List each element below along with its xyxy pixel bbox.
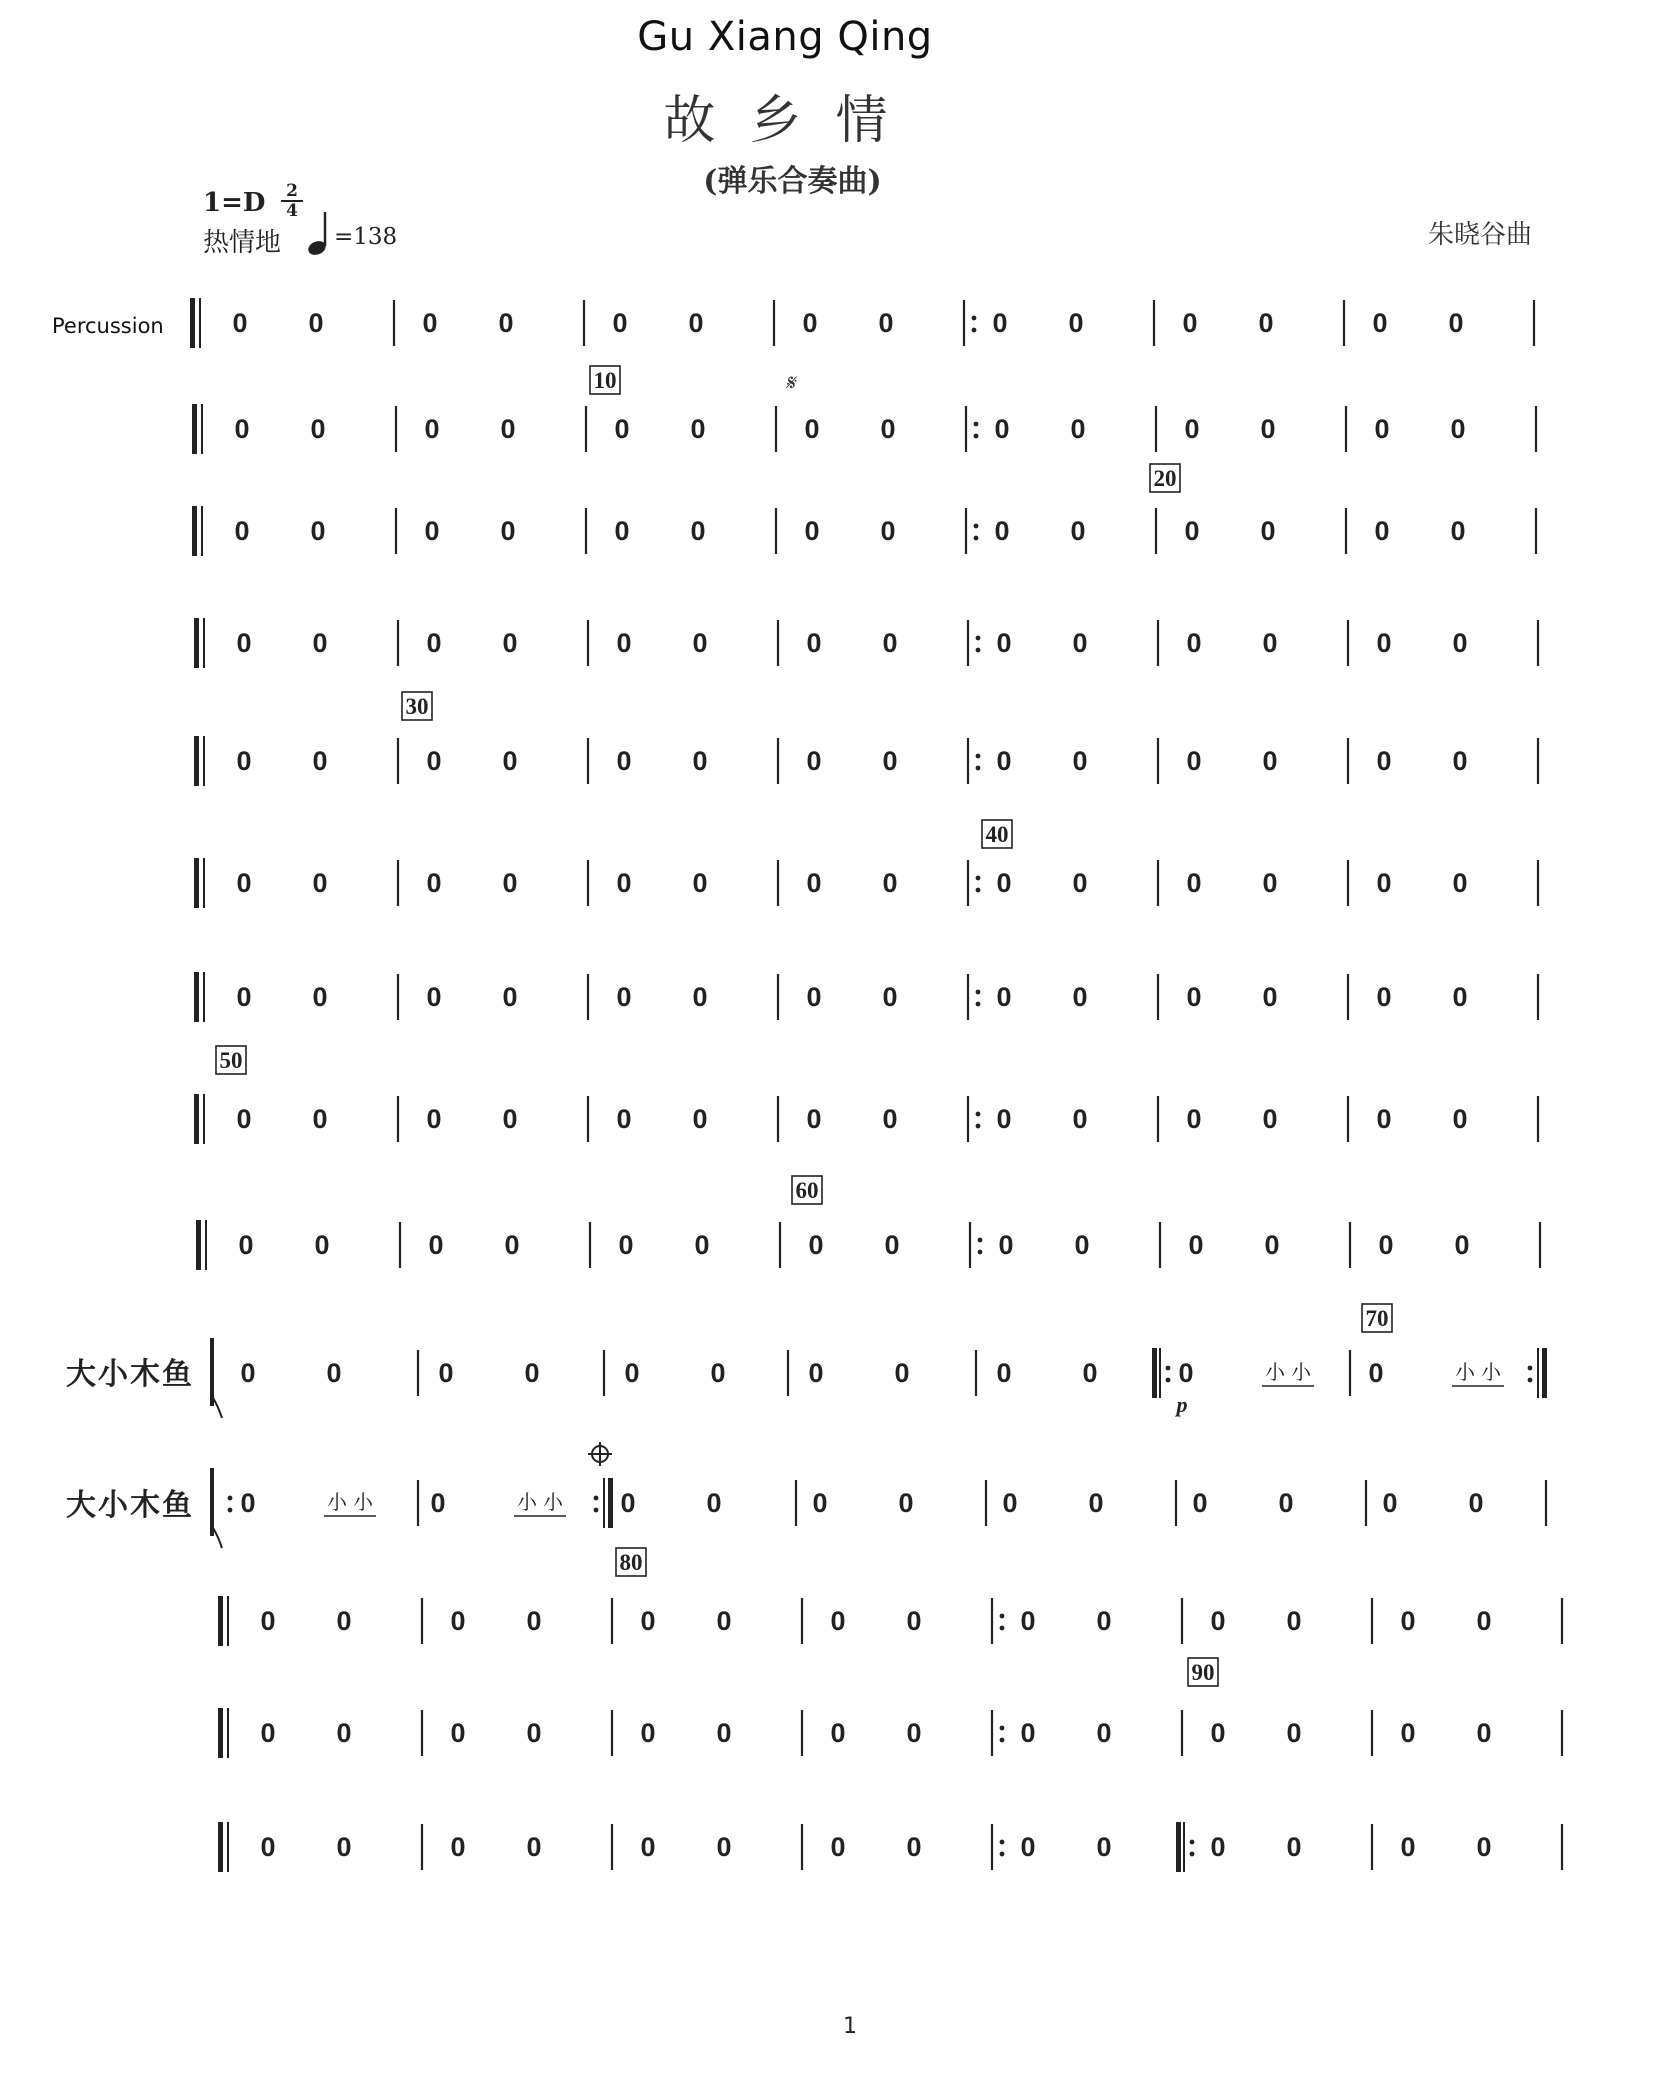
rest-zero: 0	[240, 1488, 256, 1518]
rest-zero: 0	[260, 1718, 276, 1748]
rest-zero: 0	[1450, 414, 1466, 444]
rest-zero: 0	[240, 1358, 256, 1388]
woodblock-syllable: 小	[1481, 1360, 1501, 1384]
rest-zero: 0	[234, 516, 250, 546]
rest-zero: 0	[1278, 1488, 1294, 1518]
rest-zero: 0	[450, 1606, 466, 1636]
tempo-marking: 热情地	[203, 228, 282, 258]
rest-zero: 0	[1070, 414, 1086, 444]
rest-zero: 0	[906, 1606, 922, 1636]
rehearsal-mark-number: 50	[219, 1048, 243, 1073]
rest-zero: 0	[616, 1104, 632, 1134]
rest-zero: 0	[426, 982, 442, 1012]
rest-zero: 0	[524, 1358, 540, 1388]
repeat-dot	[972, 328, 977, 333]
repeat-dot	[976, 1002, 981, 1007]
rest-zero: 0	[1070, 516, 1086, 546]
rest-zero: 0	[502, 746, 518, 776]
rest-zero: 0	[1002, 1488, 1018, 1518]
rest-zero: 0	[1072, 746, 1088, 776]
system-start-barline	[218, 1822, 223, 1872]
rest-zero: 0	[526, 1832, 542, 1862]
rest-zero: 0	[996, 746, 1012, 776]
rehearsal-mark-number: 70	[1365, 1306, 1389, 1331]
woodblock-syllable: 小	[1265, 1360, 1285, 1384]
repeat-dot	[974, 434, 979, 439]
rest-zero: 0	[500, 414, 516, 444]
system-start-barline	[194, 858, 199, 908]
time-signature-numerator: 2	[286, 181, 298, 201]
rest-zero: 0	[1072, 628, 1088, 658]
bracket-hook	[212, 1396, 222, 1418]
rest-zero: 0	[688, 308, 704, 338]
tempo-value: =138	[334, 224, 398, 250]
rest-zero: 0	[692, 628, 708, 658]
rest-zero: 0	[1452, 746, 1468, 776]
title-english: Gu Xiang Qing	[637, 14, 933, 60]
rest-zero: 0	[882, 746, 898, 776]
rest-zero: 0	[1262, 746, 1278, 776]
rest-zero: 0	[1020, 1606, 1036, 1636]
rest-zero: 0	[502, 868, 518, 898]
repeat-start-heavy-barline	[1176, 1822, 1181, 1872]
rest-zero: 0	[906, 1718, 922, 1748]
rest-zero: 0	[616, 628, 632, 658]
repeat-dot	[976, 876, 981, 881]
rest-zero: 0	[1378, 1230, 1394, 1260]
rest-zero: 0	[1020, 1832, 1036, 1862]
rest-zero: 0	[1262, 868, 1278, 898]
rest-zero: 0	[1192, 1488, 1208, 1518]
rest-zero: 0	[830, 1832, 846, 1862]
rest-zero: 0	[1262, 628, 1278, 658]
rest-zero: 0	[426, 868, 442, 898]
rest-zero: 0	[426, 746, 442, 776]
rest-zero: 0	[624, 1358, 640, 1388]
rest-zero: 0	[1186, 628, 1202, 658]
rest-zero: 0	[882, 1104, 898, 1134]
rest-zero: 0	[1374, 516, 1390, 546]
rest-zero: 0	[614, 516, 630, 546]
rest-zero: 0	[326, 1358, 342, 1388]
rest-zero: 0	[1262, 1104, 1278, 1134]
system-start-barline	[190, 298, 195, 348]
woodblock-syllable: 小	[517, 1490, 537, 1514]
rest-zero: 0	[308, 308, 324, 338]
repeat-dot	[976, 990, 981, 995]
system-start-barline	[196, 1220, 201, 1270]
rest-zero: 0	[1372, 308, 1388, 338]
rest-zero: 0	[802, 308, 818, 338]
rest-zero: 0	[806, 1104, 822, 1134]
rest-zero: 0	[498, 308, 514, 338]
repeat-dot	[976, 636, 981, 641]
woodblock-syllable: 小	[543, 1490, 563, 1514]
rest-zero: 0	[882, 982, 898, 1012]
rest-zero: 0	[640, 1832, 656, 1862]
rest-zero: 0	[692, 868, 708, 898]
rest-zero: 0	[1452, 1104, 1468, 1134]
rest-zero: 0	[1184, 516, 1200, 546]
rest-zero: 0	[1088, 1488, 1104, 1518]
rest-zero: 0	[236, 982, 252, 1012]
rest-zero: 0	[312, 982, 328, 1012]
repeat-dot	[978, 1250, 983, 1255]
rest-zero: 0	[1178, 1358, 1194, 1388]
rest-zero: 0	[234, 414, 250, 444]
page-number: 1	[843, 2014, 857, 2039]
rest-zero: 0	[424, 414, 440, 444]
repeat-dot	[974, 422, 979, 427]
repeat-dot	[228, 1496, 233, 1501]
rest-zero: 0	[236, 868, 252, 898]
rest-zero: 0	[1286, 1606, 1302, 1636]
rest-zero: 0	[438, 1358, 454, 1388]
repeat-dot	[1000, 1626, 1005, 1631]
rest-zero: 0	[502, 982, 518, 1012]
repeat-dot	[594, 1508, 599, 1513]
repeat-dot	[1000, 1852, 1005, 1857]
rehearsal-mark-number: 40	[985, 822, 1009, 847]
rest-zero: 0	[1210, 1832, 1226, 1862]
rest-zero: 0	[1376, 982, 1392, 1012]
rest-zero: 0	[806, 982, 822, 1012]
rest-zero: 0	[1382, 1488, 1398, 1518]
rest-zero: 0	[232, 308, 248, 338]
rest-zero: 0	[808, 1358, 824, 1388]
rest-zero: 0	[1210, 1718, 1226, 1748]
dynamic-piano: p	[1176, 1392, 1188, 1417]
rest-zero: 0	[424, 516, 440, 546]
rest-zero: 0	[1262, 982, 1278, 1012]
rest-zero: 0	[1476, 1718, 1492, 1748]
rest-zero: 0	[804, 414, 820, 444]
rest-zero: 0	[1068, 308, 1084, 338]
rest-zero: 0	[504, 1230, 520, 1260]
instrument-label-woodblock: 大小木鱼	[66, 1357, 194, 1392]
rest-zero: 0	[314, 1230, 330, 1260]
rest-zero: 0	[812, 1488, 828, 1518]
repeat-dot	[976, 1112, 981, 1117]
rest-zero: 0	[526, 1718, 542, 1748]
rest-zero: 0	[996, 982, 1012, 1012]
rest-zero: 0	[880, 516, 896, 546]
rest-zero: 0	[1374, 414, 1390, 444]
rest-zero: 0	[430, 1488, 446, 1518]
repeat-dot	[976, 766, 981, 771]
rest-zero: 0	[998, 1230, 1014, 1260]
rest-zero: 0	[1400, 1606, 1416, 1636]
rest-zero: 0	[312, 868, 328, 898]
system-start-barline	[194, 736, 199, 786]
rehearsal-mark-number: 60	[795, 1178, 819, 1203]
repeat-start-heavy-barline	[1152, 1348, 1157, 1398]
rest-zero: 0	[1186, 1104, 1202, 1134]
system-start-barline	[194, 618, 199, 668]
rest-zero: 0	[312, 1104, 328, 1134]
rest-zero: 0	[808, 1230, 824, 1260]
repeat-dot	[1000, 1614, 1005, 1619]
system-start-barline	[218, 1596, 223, 1646]
rest-zero: 0	[1468, 1488, 1484, 1518]
rest-zero: 0	[312, 746, 328, 776]
woodblock-syllable: 小	[1291, 1360, 1311, 1384]
repeat-end-heavy-barline	[608, 1478, 613, 1528]
rest-zero: 0	[1020, 1718, 1036, 1748]
repeat-dot	[1000, 1840, 1005, 1845]
rest-zero: 0	[422, 308, 438, 338]
rest-zero: 0	[1452, 982, 1468, 1012]
rest-zero: 0	[616, 868, 632, 898]
rest-zero: 0	[1454, 1230, 1470, 1260]
repeat-dot	[976, 1124, 981, 1129]
repeat-dot	[976, 648, 981, 653]
woodblock-syllable: 小	[327, 1490, 347, 1514]
rest-zero: 0	[1184, 414, 1200, 444]
rest-zero: 0	[1376, 868, 1392, 898]
time-signature-denominator: 4	[281, 200, 303, 220]
rest-zero: 0	[260, 1606, 276, 1636]
rest-zero: 0	[880, 414, 896, 444]
rest-zero: 0	[236, 746, 252, 776]
rest-zero: 0	[1376, 1104, 1392, 1134]
repeat-dot	[1000, 1738, 1005, 1743]
rest-zero: 0	[640, 1606, 656, 1636]
rest-zero: 0	[1258, 308, 1274, 338]
rest-zero: 0	[692, 1104, 708, 1134]
rest-zero: 0	[1186, 982, 1202, 1012]
rest-zero: 0	[502, 1104, 518, 1134]
system-start-barline	[192, 404, 197, 454]
rest-zero: 0	[500, 516, 516, 546]
system-start-barline	[192, 506, 197, 556]
rest-zero: 0	[640, 1718, 656, 1748]
instrument-label-woodblock-2: 大小木鱼	[66, 1488, 194, 1523]
rest-zero: 0	[882, 868, 898, 898]
rest-zero: 0	[1188, 1230, 1204, 1260]
rest-zero: 0	[804, 516, 820, 546]
system-start-barline	[218, 1708, 223, 1758]
rest-zero: 0	[1452, 868, 1468, 898]
rehearsal-mark-number: 20	[1153, 466, 1177, 491]
repeat-dot	[974, 524, 979, 529]
rest-zero: 0	[1210, 1606, 1226, 1636]
rest-zero: 0	[694, 1230, 710, 1260]
rest-zero: 0	[236, 628, 252, 658]
rest-zero: 0	[1096, 1832, 1112, 1862]
rest-zero: 0	[618, 1230, 634, 1260]
rest-zero: 0	[996, 1358, 1012, 1388]
rest-zero: 0	[996, 628, 1012, 658]
rest-zero: 0	[692, 746, 708, 776]
repeat-dot	[1528, 1366, 1533, 1371]
bracket-hook	[212, 1526, 222, 1548]
rest-zero: 0	[716, 1832, 732, 1862]
rehearsal-mark-number: 10	[593, 368, 617, 393]
rest-zero: 0	[1400, 1718, 1416, 1748]
title-chinese: 故乡情	[663, 91, 922, 151]
rest-zero: 0	[526, 1606, 542, 1636]
repeat-dot	[1190, 1840, 1195, 1845]
rest-zero: 0	[312, 628, 328, 658]
repeat-dot	[974, 536, 979, 541]
rest-zero: 0	[806, 868, 822, 898]
repeat-dot	[978, 1238, 983, 1243]
repeat-dot	[1528, 1378, 1533, 1383]
rest-zero: 0	[692, 982, 708, 1012]
rest-zero: 0	[336, 1832, 352, 1862]
rest-zero: 0	[1368, 1358, 1384, 1388]
rest-zero: 0	[898, 1488, 914, 1518]
rehearsal-mark-number: 30	[405, 694, 429, 719]
rest-zero: 0	[882, 628, 898, 658]
key-signature: 1=D	[203, 188, 266, 218]
rest-zero: 0	[502, 628, 518, 658]
rest-zero: 0	[994, 414, 1010, 444]
rest-zero: 0	[806, 628, 822, 658]
rest-zero: 0	[1186, 746, 1202, 776]
rest-zero: 0	[1096, 1718, 1112, 1748]
rest-zero: 0	[884, 1230, 900, 1260]
rest-zero: 0	[620, 1488, 636, 1518]
rest-zero: 0	[616, 746, 632, 776]
repeat-dot	[1166, 1366, 1171, 1371]
woodblock-syllable: 小	[353, 1490, 373, 1514]
rest-zero: 0	[994, 516, 1010, 546]
woodblock-syllable: 小	[1455, 1360, 1475, 1384]
composer: 朱晓谷曲	[1428, 220, 1533, 250]
repeat-dot	[976, 888, 981, 893]
rest-zero: 0	[690, 414, 706, 444]
repeat-dot	[1000, 1726, 1005, 1731]
rest-zero: 0	[1476, 1606, 1492, 1636]
rest-zero: 0	[426, 1104, 442, 1134]
repeat-dot	[972, 316, 977, 321]
repeat-dot	[228, 1508, 233, 1513]
system-start-barline	[194, 1094, 199, 1144]
rest-zero: 0	[1400, 1832, 1416, 1862]
rest-zero: 0	[614, 414, 630, 444]
rest-zero: 0	[878, 308, 894, 338]
repeat-dot	[1166, 1378, 1171, 1383]
rest-zero: 0	[710, 1358, 726, 1388]
rest-zero: 0	[1072, 982, 1088, 1012]
rest-zero: 0	[894, 1358, 910, 1388]
rest-zero: 0	[1264, 1230, 1280, 1260]
rest-zero: 0	[310, 516, 326, 546]
system-start-barline	[194, 972, 199, 1022]
rest-zero: 0	[996, 1104, 1012, 1134]
repeat-dot	[976, 754, 981, 759]
rest-zero: 0	[428, 1230, 444, 1260]
rest-zero: 0	[1182, 308, 1198, 338]
instrument-label-percussion: Percussion	[52, 314, 164, 338]
rest-zero: 0	[996, 868, 1012, 898]
rest-zero: 0	[806, 746, 822, 776]
rest-zero: 0	[450, 1832, 466, 1862]
rest-zero: 0	[1074, 1230, 1090, 1260]
rest-zero: 0	[238, 1230, 254, 1260]
rest-zero: 0	[310, 414, 326, 444]
rest-zero: 0	[260, 1832, 276, 1862]
rest-zero: 0	[336, 1606, 352, 1636]
rest-zero: 0	[236, 1104, 252, 1134]
rest-zero: 0	[1448, 308, 1464, 338]
repeat-dot	[594, 1496, 599, 1501]
repeat-dot	[1190, 1852, 1195, 1857]
rest-zero: 0	[690, 516, 706, 546]
rest-zero: 0	[830, 1606, 846, 1636]
rest-zero: 0	[616, 982, 632, 1012]
rest-zero: 0	[716, 1718, 732, 1748]
rest-zero: 0	[1096, 1606, 1112, 1636]
rest-zero: 0	[830, 1718, 846, 1748]
rest-zero: 0	[336, 1718, 352, 1748]
rehearsal-mark-number: 90	[1191, 1660, 1215, 1685]
rest-zero: 0	[706, 1488, 722, 1518]
rest-zero: 0	[1286, 1832, 1302, 1862]
rest-zero: 0	[426, 628, 442, 658]
rest-zero: 0	[906, 1832, 922, 1862]
rest-zero: 0	[1260, 516, 1276, 546]
rest-zero: 0	[1260, 414, 1276, 444]
rest-zero: 0	[1450, 516, 1466, 546]
rest-zero: 0	[450, 1718, 466, 1748]
rest-zero: 0	[1186, 868, 1202, 898]
repeat-end-heavy-barline	[1542, 1348, 1547, 1398]
rest-zero: 0	[1452, 628, 1468, 658]
segno-sign: 𝄋	[785, 371, 795, 396]
rehearsal-mark-number: 80	[619, 1550, 643, 1575]
rest-zero: 0	[1072, 1104, 1088, 1134]
rest-zero: 0	[992, 308, 1008, 338]
rest-zero: 0	[1286, 1718, 1302, 1748]
rest-zero: 0	[612, 308, 628, 338]
rest-zero: 0	[1376, 628, 1392, 658]
rest-zero: 0	[1082, 1358, 1098, 1388]
rest-zero: 0	[1476, 1832, 1492, 1862]
rest-zero: 0	[1376, 746, 1392, 776]
rest-zero: 0	[1072, 868, 1088, 898]
subtitle: (弹乐合奏曲)	[703, 164, 882, 199]
rest-zero: 0	[716, 1606, 732, 1636]
